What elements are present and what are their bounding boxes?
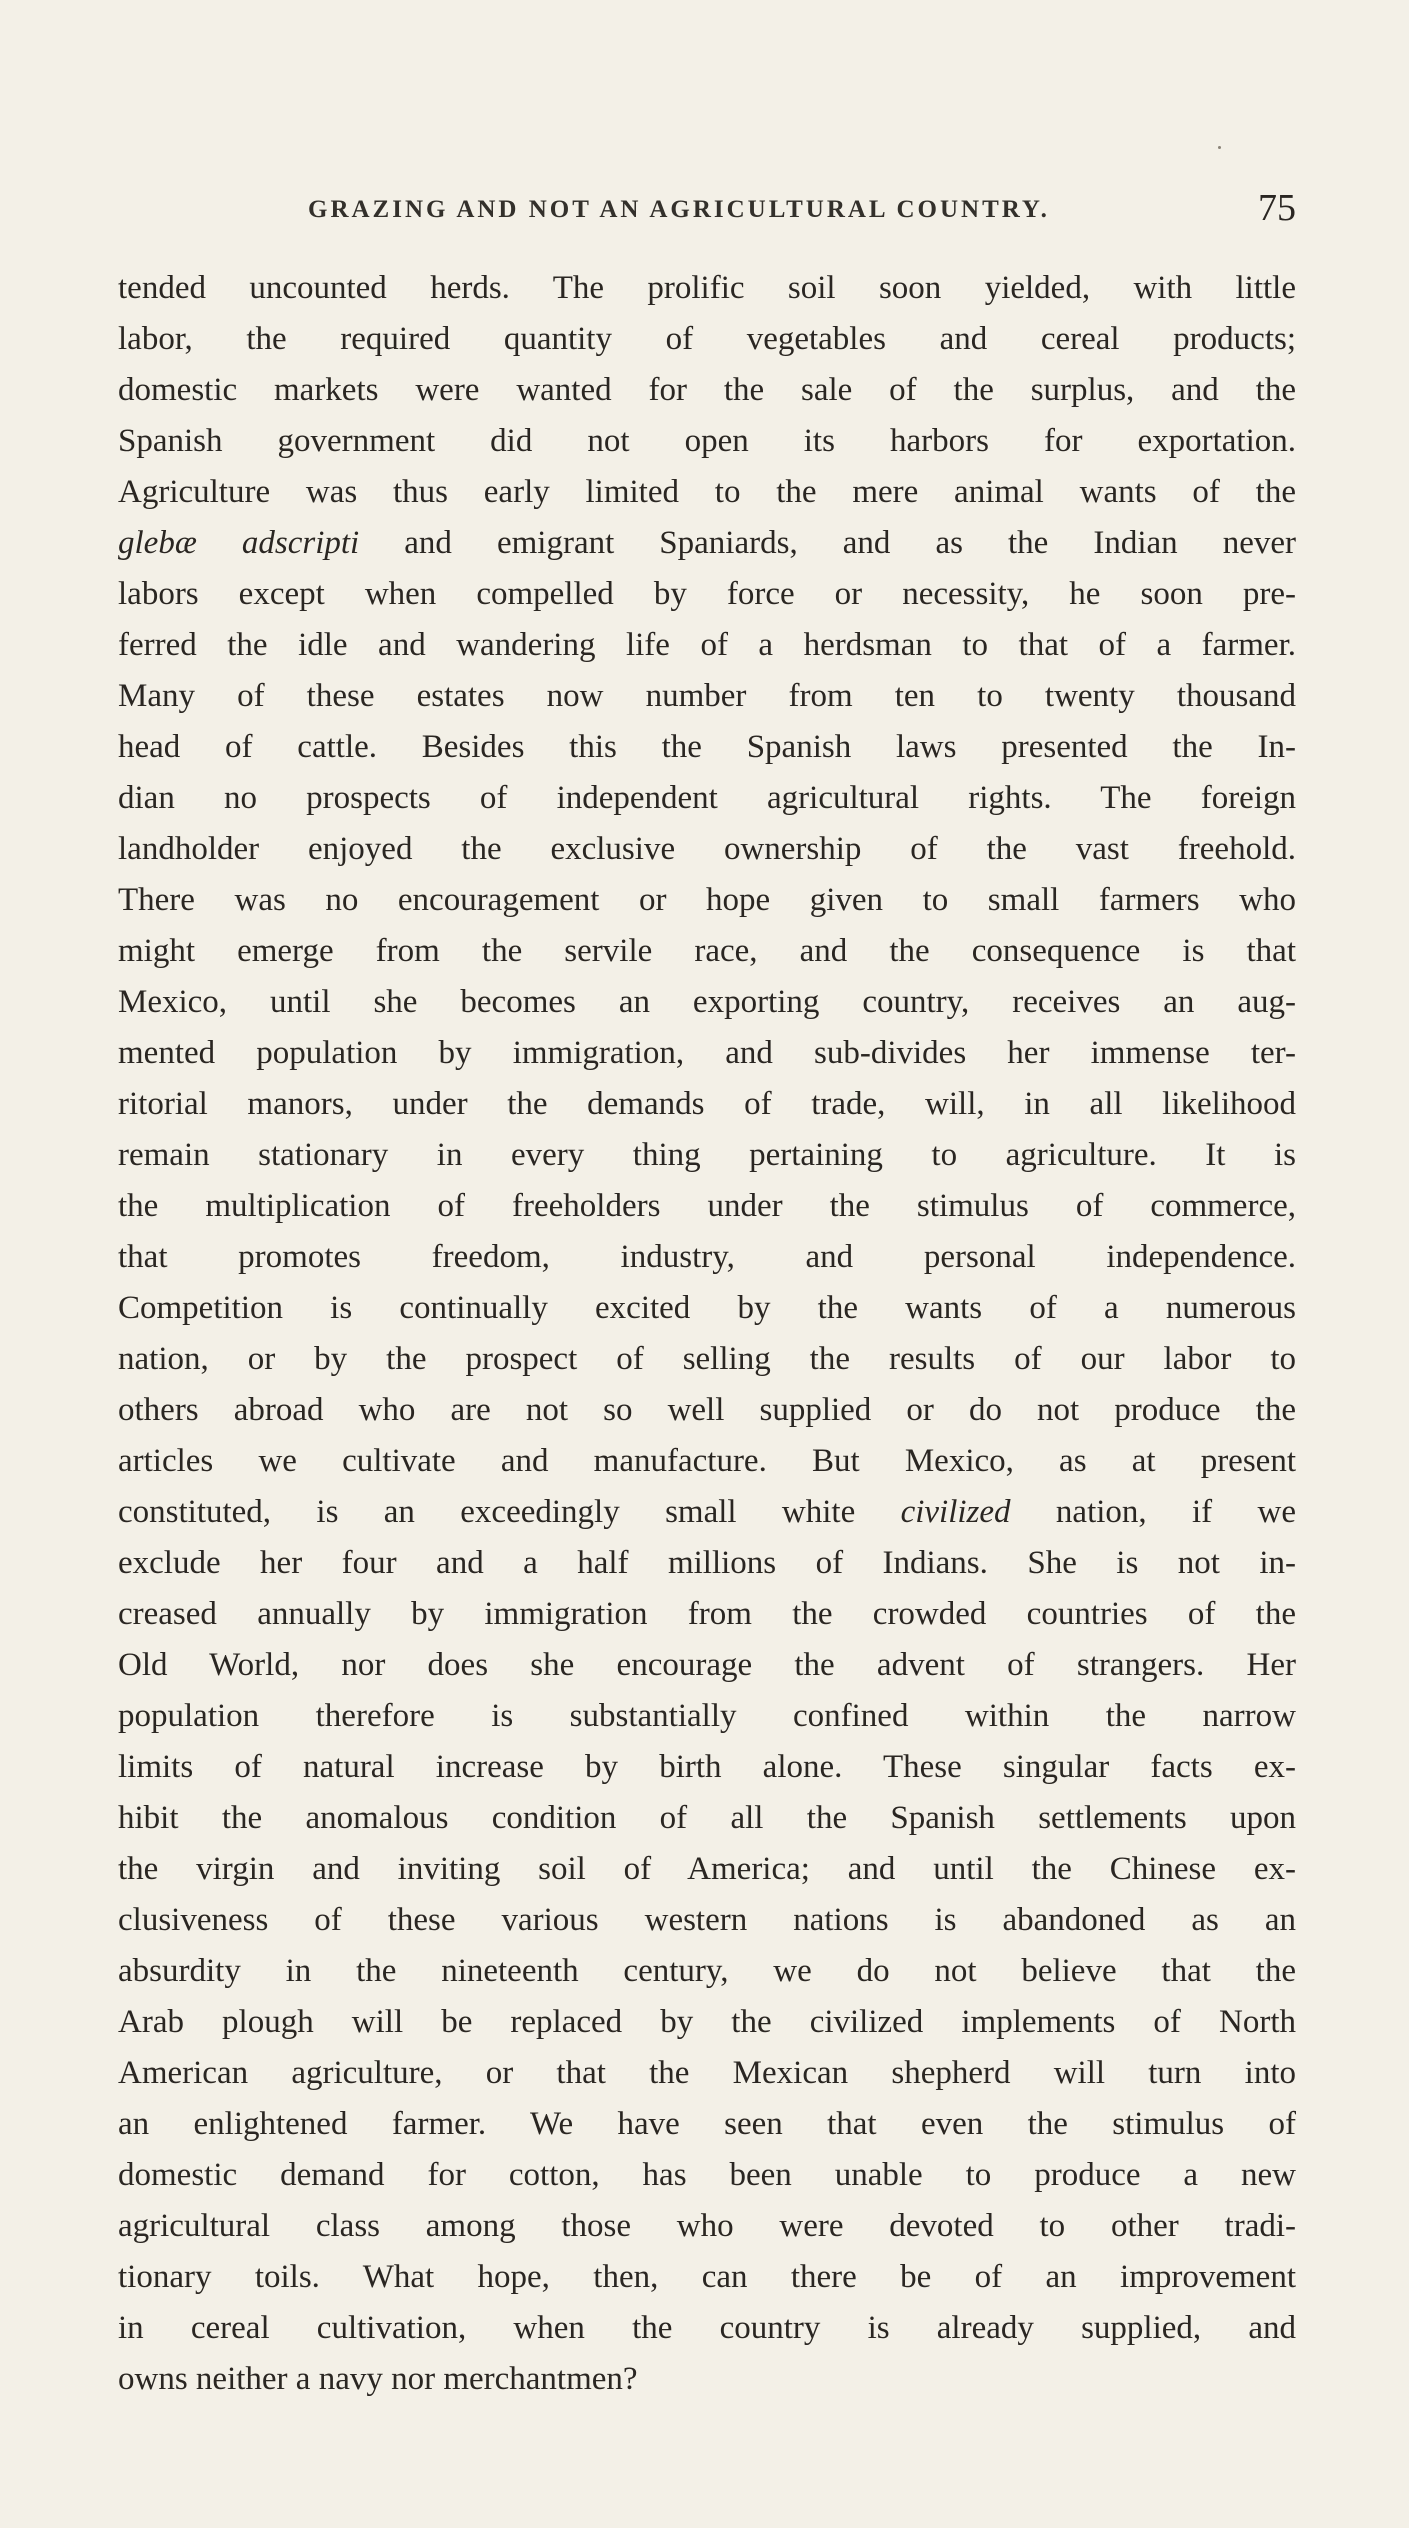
text-line: hibit the anomalous condition of all the Spanish settlements upon [118, 1800, 1296, 1836]
text-line: domestic markets were wanted for the sale of the surplus, and the [118, 372, 1296, 408]
text-line: agricultural class among those who were devoted to other tradi- [118, 2208, 1296, 2244]
text-line: tionary toils. What hope, then, can there be of an improvement [118, 2259, 1296, 2295]
text-line: mented population by immigration, and sub-divides her immense ter- [118, 1035, 1296, 1071]
text-line: ferred the idle and wandering life of a herdsman to that of a farmer. [118, 627, 1296, 663]
text-line: clusiveness of these various western nations is abandoned as an [118, 1902, 1296, 1938]
text-line: Arab plough will be replaced by the civilized implements of North [118, 2004, 1296, 2040]
page-number: 75 [1258, 187, 1296, 229]
running-head: GRAZING AND NOT AN AGRICULTURAL COUNTRY. [308, 196, 1050, 223]
text-line [118, 518, 1296, 569]
text-line: population therefore is substantially confined within the narrow [118, 1698, 1296, 1734]
paper-speck [1218, 146, 1221, 149]
text-run: constituted, is an exceedingly small white [118, 1494, 901, 1530]
text-line: owns neither a navy nor merchantmen? [118, 2361, 638, 2397]
text-line: nation, or by the prospect of selling the results of our labor to [118, 1341, 1296, 1377]
emphasis: civilized [900, 1494, 1011, 1530]
text-line: others abroad who are not so well supplied or do not produce the [118, 1392, 1296, 1428]
text-line: Competition is continually excited by the wants of a numerous [118, 1290, 1296, 1326]
text-line: labor, the required quantity of vegetables and cereal products; [118, 321, 1296, 357]
text-line: ritorial manors, under the demands of trade, will, in all likelihood [118, 1086, 1296, 1122]
text-line: Agriculture was thus early limited to the mere animal wants of the [118, 474, 1296, 510]
text-line: dian no prospects of independent agricultural rights. The foreign [118, 780, 1296, 816]
text-line: remain stationary in every thing pertaining to agriculture. It is [118, 1137, 1296, 1173]
text-line: might emerge from the servile race, and the consequence is that [118, 933, 1296, 969]
text-line: absurdity in the nineteenth century, we do not believe that the [118, 1953, 1296, 1989]
text-line: the virgin and inviting soil of America; and until the Chinese ex- [118, 1851, 1296, 1887]
text-line: landholder enjoyed the exclusive ownership of the vast freehold. [118, 831, 1296, 867]
text-line: domestic demand for cotton, has been unable to produce a new [118, 2157, 1296, 2193]
latin-phrase: glebæ adscripti [118, 525, 360, 561]
text-line: the multiplication of freeholders under the stimulus of commerce, [118, 1188, 1296, 1224]
text-line: in cereal cultivation, when the country is already supplied, and [118, 2310, 1296, 2346]
text-line: tended uncounted herds. The prolific soil soon yielded, with little [118, 270, 1296, 306]
body-text [118, 263, 1296, 2405]
text-line: Many of these estates now number from ten to twenty thousand [118, 678, 1296, 714]
text-run: nation, if we [1010, 1494, 1296, 1530]
text-line [118, 1487, 1296, 1538]
page-header [118, 186, 1296, 242]
text-line: There was no encouragement or hope given to small farmers who [118, 882, 1296, 918]
text-line: articles we cultivate and manufacture. But Mexico, as at present [118, 1443, 1296, 1479]
text-line: exclude her four and a half millions of Indians. She is not in- [118, 1545, 1296, 1581]
text-line: American agriculture, or that the Mexican shepherd will turn into [118, 2055, 1296, 2091]
text-line: labors except when compelled by force or necessity, he soon pre- [118, 576, 1296, 612]
text-line: Old World, nor does she encourage the advent of strangers. Her [118, 1647, 1296, 1683]
text-line: limits of natural increase by birth alone. These singular facts ex- [118, 1749, 1296, 1785]
text-line: Spanish government did not open its harbors for exportation. [118, 423, 1296, 459]
text-line: Mexico, until she becomes an exporting country, receives an aug- [118, 984, 1296, 1020]
text-line: creased annually by immigration from the crowded countries of the [118, 1596, 1296, 1632]
text-line: that promotes freedom, industry, and personal independence. [118, 1239, 1296, 1275]
text-line: head of cattle. Besides this the Spanish laws presented the In- [118, 729, 1296, 765]
text-run: and emigrant Spaniards, and as the Indian never [359, 525, 1296, 561]
text-line: an enlightened farmer. We have seen that even the stimulus of [118, 2106, 1296, 2142]
